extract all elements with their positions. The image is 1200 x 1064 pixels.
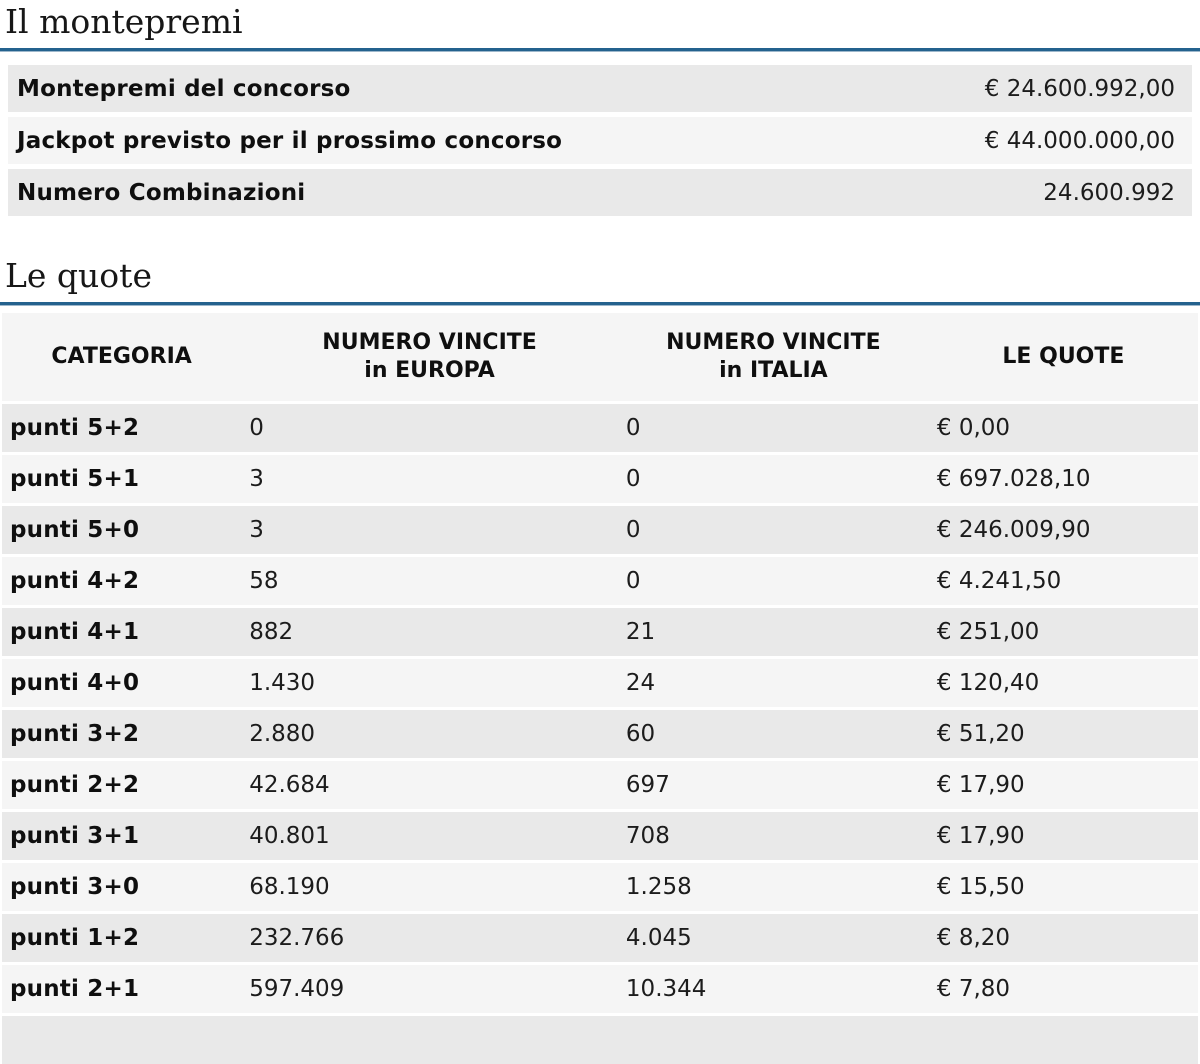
montepremi-title: Il montepremi (0, 0, 1200, 51)
table-row (2, 710, 1198, 758)
header-vincite-europa (241, 329, 618, 385)
table-row (8, 65, 1192, 112)
header-le-quote (929, 343, 1198, 371)
header-line: NUMERO VINCITE (666, 330, 881, 355)
quota-cell: € 246.009,90 (936, 517, 1091, 543)
header-categoria (2, 343, 241, 371)
quota-cell: € 251,00 (936, 619, 1040, 645)
quote-table (2, 313, 1198, 1064)
info-value: 24.600.992 (1043, 179, 1175, 206)
italia-cell: 24 (625, 670, 656, 696)
europa-cell: 597.409 (249, 976, 345, 1002)
header-line: LE QUOTE (1002, 344, 1125, 369)
quota-cell: € 51,20 (936, 721, 1025, 747)
italia-cell: 697 (625, 772, 670, 798)
italia-cell: 60 (625, 721, 656, 747)
table-row (2, 914, 1198, 962)
info-label: Montepremi del concorso (17, 75, 351, 102)
europa-cell: 42.684 (249, 772, 330, 798)
info-value: € 44.000.000,00 (984, 127, 1175, 154)
table-row (2, 812, 1198, 860)
italia-cell: 0 (625, 415, 641, 441)
categoria-cell: punti 3+1 (10, 823, 140, 849)
italia-cell: 1.258 (625, 874, 692, 900)
info-value: € 24.600.992,00 (984, 75, 1175, 102)
table-row (8, 169, 1192, 216)
table-row (2, 965, 1198, 1013)
header-vincite-italia (618, 329, 929, 385)
italia-cell: 10.344 (625, 976, 707, 1002)
europa-cell: 2.880 (249, 721, 316, 747)
categoria-cell: punti 4+1 (10, 619, 140, 645)
quota-cell: € 15,50 (936, 874, 1025, 900)
table-row (2, 659, 1198, 707)
italia-cell: 4.045 (625, 925, 692, 951)
quota-cell: € 8,20 (936, 925, 1011, 951)
europa-cell: 3 (249, 466, 264, 492)
italia-cell: 21 (625, 619, 656, 645)
table-header-row (2, 313, 1198, 401)
europa-cell: 68.190 (249, 874, 330, 900)
categoria-cell: punti 3+2 (10, 721, 140, 747)
info-label: Numero Combinazioni (17, 179, 306, 206)
categoria-cell: punti 3+0 (10, 874, 140, 900)
table-row (2, 608, 1198, 656)
categoria-cell: punti 1+2 (10, 925, 140, 951)
quota-cell: € 120,40 (936, 670, 1040, 696)
header-line: in EUROPA (364, 358, 495, 383)
quota-cell: € 0,00 (936, 415, 1011, 441)
table-row (8, 117, 1192, 164)
header-line: in ITALIA (719, 358, 828, 383)
header-line: CATEGORIA (51, 344, 192, 369)
europa-cell: 3 (249, 517, 264, 543)
montepremi-section (0, 0, 1200, 216)
categoria-cell: punti 4+0 (10, 670, 140, 696)
italia-cell: 0 (625, 568, 641, 594)
categoria-cell: punti 4+2 (10, 568, 140, 594)
italia-cell: 0 (625, 466, 641, 492)
categoria-cell: punti 2+2 (10, 772, 140, 798)
quote-table-body (2, 404, 1198, 1064)
table-row (2, 863, 1198, 911)
table-row-cutoff (2, 1016, 1198, 1064)
categoria-cell: punti 5+2 (10, 415, 140, 441)
europa-cell: 58 (249, 568, 279, 594)
categoria-cell: punti 5+1 (10, 466, 140, 492)
italia-cell: 708 (625, 823, 670, 849)
table-row (2, 506, 1198, 554)
categoria-cell: punti 5+0 (10, 517, 140, 543)
table-row (2, 557, 1198, 605)
table-row (2, 455, 1198, 503)
europa-cell: 882 (249, 619, 294, 645)
quota-cell: € 4.241,50 (936, 568, 1062, 594)
europa-cell: 232.766 (249, 925, 345, 951)
quote-title: Le quote (0, 254, 1200, 305)
quota-cell: € 17,90 (936, 823, 1025, 849)
quota-cell: € 697.028,10 (936, 466, 1091, 492)
montepremi-table (8, 65, 1192, 216)
header-line: NUMERO VINCITE (322, 330, 537, 355)
table-row (2, 404, 1198, 452)
europa-cell: 1.430 (249, 670, 316, 696)
categoria-cell: punti 2+1 (10, 976, 140, 1002)
quote-section (0, 254, 1200, 1064)
quota-cell: € 17,90 (936, 772, 1025, 798)
quota-cell: € 7,80 (936, 976, 1011, 1002)
table-row (2, 761, 1198, 809)
info-label: Jackpot previsto per il prossimo concorso (17, 127, 563, 154)
europa-cell: 0 (249, 415, 264, 441)
italia-cell: 0 (625, 517, 641, 543)
europa-cell: 40.801 (249, 823, 330, 849)
